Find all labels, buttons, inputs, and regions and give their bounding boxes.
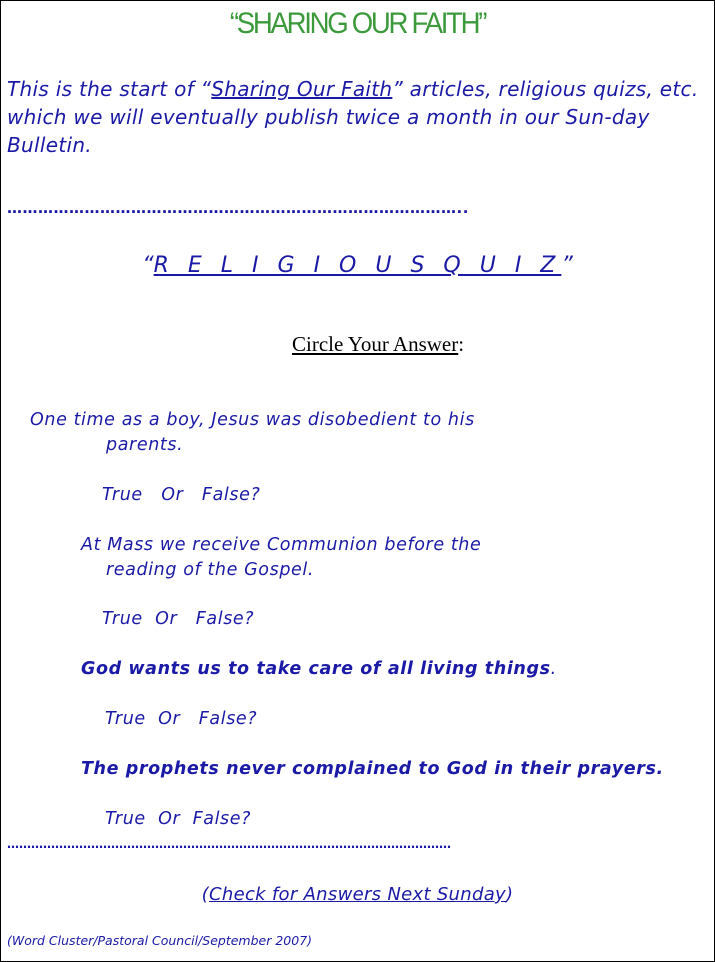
question-3-line-1 [81,659,557,679]
sharing-our-faith-link[interactable]: Sharing Our Faith [211,77,393,101]
instructions [292,332,464,357]
question-3-answer[interactable]: True Or False? [105,709,258,729]
instructions-colon: : [458,332,465,356]
question-3-text: God wants us to take care of all living things [81,659,551,679]
footer-credit: (Word Cluster/Pastoral Council/September 2007) [7,933,313,948]
quiz-title-open-quote: “ [142,253,154,278]
divider-bottom: ………………………………………………………………………………………………… [7,837,451,851]
question-2-line-1: At Mass we receive Communion before the [81,535,482,555]
check-answers-link[interactable]: Check for Answers Next Sunday [209,884,506,905]
check-answers-close-paren: ) [505,884,514,905]
quiz-title-close-quote: ” [561,253,573,278]
question-1-line-1: One time as a boy, Jesus was disobedient to his [30,410,475,430]
question-4-line-1: The prophets never complained to God in their prayers. [81,759,664,779]
quiz-title-link[interactable]: R E L I G I O U S Q U I Z [153,253,562,278]
intro-text-end: ” articles, religious quizs, etc. which we will eventually publish twice a month in our Sun-day Bulletin. [7,77,699,157]
page-title: “SHARING OUR FAITH” [229,7,486,40]
quiz-title [1,253,714,278]
question-2-answer[interactable]: True Or False? [102,609,255,629]
instructions-text: Circle Your Answer [292,332,459,356]
question-4-answer[interactable]: True Or False? [105,809,252,829]
check-answers [1,884,714,905]
intro-paragraph [7,75,713,159]
question-1-line-2: parents. [106,435,184,455]
divider-top: …………………………………………………………………………….. [7,199,469,217]
question-3-period: . [550,659,557,679]
check-answers-open-paren: ( [201,884,209,905]
question-1-answer[interactable]: True Or False? [102,485,261,505]
intro-text-start: This is the start of “ [7,77,212,101]
question-2-line-2: reading of the Gospel. [106,560,315,580]
